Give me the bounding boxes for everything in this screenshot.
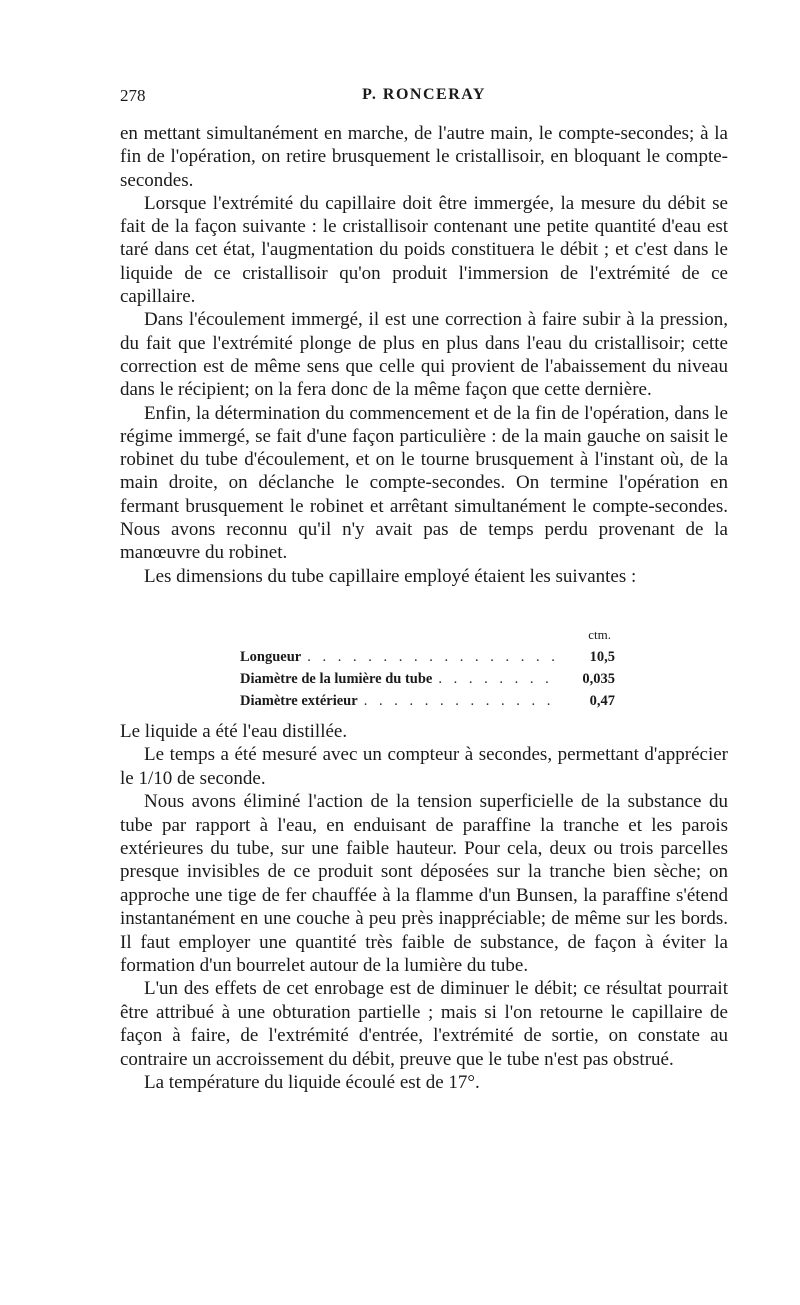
page-number: 278 — [120, 86, 146, 105]
paragraph-3: Dans l'écoulement immergé, il est une correction à faire subir à la pression, du fait que l'extrémité plonge de plus en plus dans l'eau du cristallisoir; cette correction est de même sens que celle qui provient de l'abaissement du niveau dans le récipient; on la fera donc de la même façon que cette dernière. — [120, 309, 728, 401]
table-row — [240, 690, 615, 712]
paragraph-4: Enfin, la détermination du commencement et de la fin de l'opération, dans le régime immergé, se fait d'une façon particulière : de la main gauche on saisit le robinet du tube d'écoulement, et on le tourne brusquement à l'instant où, de la main droite, on déclanche le compte-secondes. On termine l'opération en fermant brusquement le robinet et arrêtant simultanément le compte-secondes. Nous avons reconnu qu'il n'y avait pas de temps perdu provenant de la manœuvre du robinet. — [120, 402, 728, 564]
dimensions-table — [240, 624, 615, 712]
row-label: Longueur — [240, 649, 302, 665]
paragraph-1: en mettant simultanément en marche, de l'autre main, le compte-secondes; à la fin de l'opération, on retire brusquement le cristallisoir, en bloquant le compte-secondes. — [120, 123, 728, 191]
paragraph-2: Lorsque l'extrémité du capillaire doit être immergée, la mesure du débit se fait de la façon suivante : le cristallisoir contenant une petite quantité d'eau est taré dans cet état, l'augmentation du poids constituera le débit ; et c'est dans le liquide de ce cristallisoir qu'on produit l'immersion de l'extrémité de ce capillaire. — [120, 192, 728, 308]
row-value: 0,035 — [582, 671, 615, 687]
paragraph-10: La température du liquide écoulé est de 17°. — [144, 1072, 480, 1094]
running-title: P. RONCERAY — [362, 86, 486, 103]
leader-dots — [438, 668, 557, 690]
leader-dots — [364, 690, 557, 712]
paragraph-9: L'un des effets de cet enrobage est de diminuer le débit; ce résultat pourrait être attribué à une obturation partielle ; mais si l'on retourne le capillaire de façon à faire, de l'extrémité d'entrée, l'extrémité de sortie, on constate au contraire un accroissement du débit, preuve que le tube n'est pas obstrué. — [120, 978, 728, 1070]
row-label: Diamètre extérieur — [240, 693, 358, 709]
paragraph-6: Le liquide a été l'eau distillée. — [120, 721, 348, 742]
page-header — [120, 86, 728, 110]
table-row — [240, 668, 615, 690]
paragraph-8: Nous avons éliminé l'action de la tension superficielle de la substance du tube par rapport à l'eau, en enduisant de paraffine la tranche et les parois extérieures du tube, sur une faible hauteur. Pour cela, deux ou trois parcelles presque invisibles de ce produit sont déposées sur la tranche bien sèche; on approche une tige de fer chauffée à la flamme d'un Bunsen, la paraffine s'étend instantanément en une couche à peu près inappréciable; de même sur les bords. Il faut employer une quantité très faible de substance, de façon à éviter la formation d'un bourrelet autour de la lumière du tube. — [120, 791, 728, 977]
body-text-continued — [120, 720, 728, 1095]
paragraph-5: Les dimensions du tube capillaire employé étaient les suivantes : — [144, 565, 637, 587]
row-value: 0,47 — [589, 693, 615, 709]
row-value: 10,5 — [589, 649, 615, 665]
table-unit: ctm. — [588, 627, 611, 642]
leader-dots — [307, 646, 557, 668]
table-row — [240, 646, 615, 668]
body-text — [120, 122, 728, 588]
paragraph-7: Le temps a été mesuré avec un compteur à secondes, permettant d'apprécier le 1/10 de seconde. — [120, 744, 728, 789]
row-label: Diamètre de la lumière du tube — [240, 671, 433, 687]
